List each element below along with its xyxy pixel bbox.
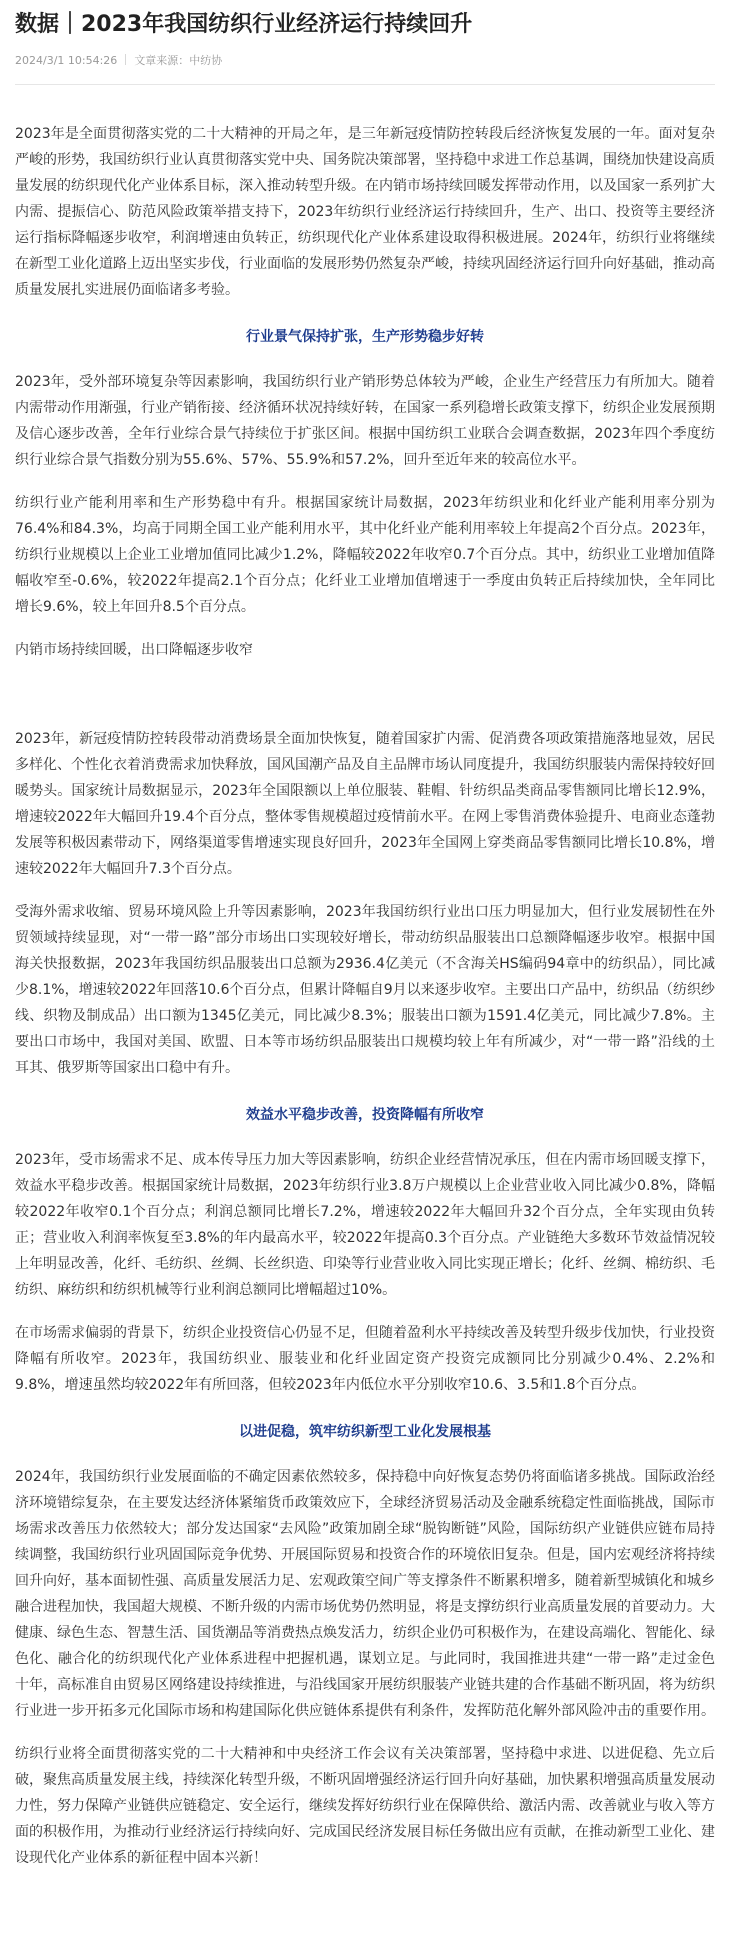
article-source: 文章来源：中纺协	[134, 54, 223, 67]
subheading-domestic-market: 内销市场持续回暖，出口降幅逐步收窄	[15, 642, 253, 658]
paragraph-outlook: 2024年，我国纺织行业发展面临的不确定因素依然较多，保持稳中向好恢复态势仍将面临诸多挑战。国际政治经济环境错综复杂，在主要发达经济体紧缩货币政策效应下，全球经济贸易活动及金融系统稳定性面临挑战，国际市场需求改善压力依然较大；部分发达国家“去风险”政策加剧全球“脱钩断链”风险，国际纺织产业链供应链布局持续调整，我国纺织行业巩固国际竞争优势、开展国际贸易和投资合作的环境依旧复杂。但是，国内宏观经济将持续回升向好，基本面韧性强、高质量发展活力足、宏观政策空间广等支撑条件不断累积增多，随着新型城镇化和城乡融合进程加快，我国超大规模、不断升级的内需市场优势仍然明显，将是支撑纺织行业高质量发展的首要动力。大健康、绿色生态、智慧生活、国货潮品等消费热点焕发活力，纺织企业仍可积极作为，在建设高端化、智能化、绿色化、融合化的纺织现代化产业体系进程中把握机遇，谋划立足。与此同时，我国推进共建“一带一路”走过金色十年，高标准自由贸易区网络建设持续推进，与沿线国家开展纺织服装产业链共建的合作基础不断巩固，将为纺织行业进一步开拓多元化国际市场和构建国际化供应链体系提供有利条件，发挥防范化解外部风险冲击的重要作用。	[15, 1469, 715, 1719]
title-divider	[15, 84, 715, 85]
article-body	[15, 121, 715, 1871]
paragraph-capacity: 纺织行业产能利用率和生产形势稳中有升。根据国家统计局数据，2023年纺织业和化纤业产能利用率分别为76.4%和84.3%，均高于同期全国工业产能利用水平，其中化纤业产能利用率较上年提高2个百分点。2023年，纺织行业规模以上企业工业增加值同比减少1.2%，降幅较2022年收窄0.7个百分点。其中，纺织业工业增加值降幅收窄至-0.6%，较2022年提高2.1个百分点；化纤业工业增加值增速于一季度由负转正后持续加快，全年同比增长9.6%，较上年回升8.5个百分点。	[15, 495, 715, 615]
article-title: 数据｜2023年我国纺织行业经济运行持续回升	[15, 12, 473, 37]
article-meta	[15, 54, 715, 68]
paragraph-investment: 在市场需求偏弱的背景下，纺织企业投资信心仍显不足，但随着盈利水平持续改善及转型升级步伐加快，行业投资降幅有所收窄。2023年，我国纺织业、服装业和化纤业固定资产投资完成额同比分别减少0.4%、2.2%和9.8%，增速虽然均较2022年有所回落，但较2023年内低位水平分别收窄10.6、3.5和1.8个百分点。	[15, 1325, 715, 1393]
section-heading-industry-climate: 行业景气保持扩张，生产形势稳步好转	[246, 329, 484, 345]
paragraph-conclusion: 纺织行业将全面贯彻落实党的二十大精神和中央经济工作会议有关决策部署，坚持稳中求进、以进促稳、先立后破，聚焦高质量发展主线，持续深化转型升级，不断巩固增强经济运行回升向好基础，加快累积增强高质量发展动力性，努力保障产业链供应链稳定、安全运行，继续发挥好纺织行业在保障供给、激活内需、改善就业与收入等方面的积极作用，为推动行业经济运行持续向好、完成国民经济发展目标任务做出应有贡献，在推动新型工业化、建设现代化产业体系的新征程中固本兴新！	[15, 1746, 715, 1866]
paragraph-domestic-demand: 2023年，新冠疫情防控转段带动消费场景全面加快恢复，随着国家扩内需、促消费各项政策措施落地显效，居民多样化、个性化衣着消费需求加快释放，国风国潮产品及自主品牌市场认同度提升，我国纺织服装内需保持较好回暖势头。国家统计局数据显示，2023年全国限额以上单位服装、鞋帽、针纺织品类商品零售额同比增长12.9%，增速较2022年大幅回升19.4个百分点，整体零售规模超过疫情前水平。在网上零售消费体验提升、电商业态蓬勃发展等积极因素带动下，网络渠道零售增速实现良好回升，2023年全国网上穿类商品零售额同比增长10.8%，增速较2022年大幅回升7.3个百分点。	[15, 731, 715, 877]
paragraph-climate: 2023年，受外部环境复杂等因素影响，我国纺织行业产销形势总体较为严峻，企业生产经营压力有所加大。随着内需带动作用渐强，行业产销衔接、经济循环状况持续好转，在国家一系列稳增长政策支撑下，纺织企业发展预期及信心逐步改善，全年行业综合景气持续位于扩张区间。根据中国纺织工业联合会调查数据，2023年四个季度纺织行业综合景气指数分别为55.6%、57%、55.9%和57.2%，回升至近年来的较高位水平。	[15, 374, 715, 468]
publish-datetime: 2024/3/1 10:54:26	[15, 54, 118, 67]
meta-divider	[125, 54, 126, 65]
paragraph-intro: 2023年是全面贯彻落实党的二十大精神的开局之年，是三年新冠疫情防控转段后经济恢复发展的一年。面对复杂严峻的形势，我国纺织行业认真贯彻落实党中央、国务院决策部署，坚持稳中求进工作总基调，围绕加快建设高质量发展的纺织现代化产业体系目标，深入推动转型升级。在内销市场持续回暖发挥带动作用，以及国家一系列扩大内需、提振信心、防范风险政策举措支持下，2023年纺织行业经济运行持续回升，生产、出口、投资等主要经济运行指标降幅逐步收窄，利润增速由负转正，纺织现代化产业体系建设取得积极进展。2024年，纺织行业将继续在新型工业化道路上迈出坚实步伐，行业面临的发展形势仍然复杂严峻，持续巩固经济运行回升向好基础，推动高质量发展扎实进展仍面临诸多考验。	[15, 126, 715, 298]
section-heading-outlook: 以进促稳，筑牢纺织新型工业化发展根基	[239, 1424, 491, 1440]
paragraph-profit: 2023年，受市场需求不足、成本传导压力加大等因素影响，纺织企业经营情况承压，但在内需市场回暖支撑下，效益水平稳步改善。根据国家统计局数据，2023年纺织行业3.8万户规模以上企业营业收入同比减少0.8%，降幅较2022年收窄0.1个百分点；利润总额同比增长7.2%，增速较2022年大幅回升32个百分点，全年实现由负转正；营业收入利润率恢复至3.8%的年内最高水平，较2022年提高0.3个百分点。产业链绝大多数环节效益情况较上年明显改善，化纤、毛纺织、丝绸、长丝织造、印染等行业营业收入同比实现正增长；化纤、丝绸、棉纺织、毛纺织、麻纺织和纺织机械等行业利润总额同比增幅超过10%。	[15, 1152, 715, 1298]
paragraph-exports: 受海外需求收缩、贸易环境风险上升等因素影响，2023年我国纺织行业出口压力明显加大，但行业发展韧性在外贸领域持续显现，对“一带一路”部分市场出口实现较好增长，带动纺织品服装出口总额降幅逐步收窄。根据中国海关快报数据，2023年我国纺织品服装出口总额为2936.4亿美元（不含海关HS编码94章中的纺织品），同比减少8.1%，增速较2022年回落10.6个百分点，但累计降幅自9月以来逐步收窄。主要出口产品中，纺织品（纺织纱线、织物及制成品）出口额为1345亿美元，同比减少8.3%；服装出口额为1591.4亿美元，同比减少7.8%。主要出口市场中，我国对美国、欧盟、日本等市场纺织品服装出口规模均较上年有所减少，对“一带一路”沿线的土耳其、俄罗斯等国家出口稳中有升。	[15, 904, 715, 1076]
section-heading-profit-investment: 效益水平稳步改善，投资降幅有所收窄	[246, 1107, 484, 1123]
